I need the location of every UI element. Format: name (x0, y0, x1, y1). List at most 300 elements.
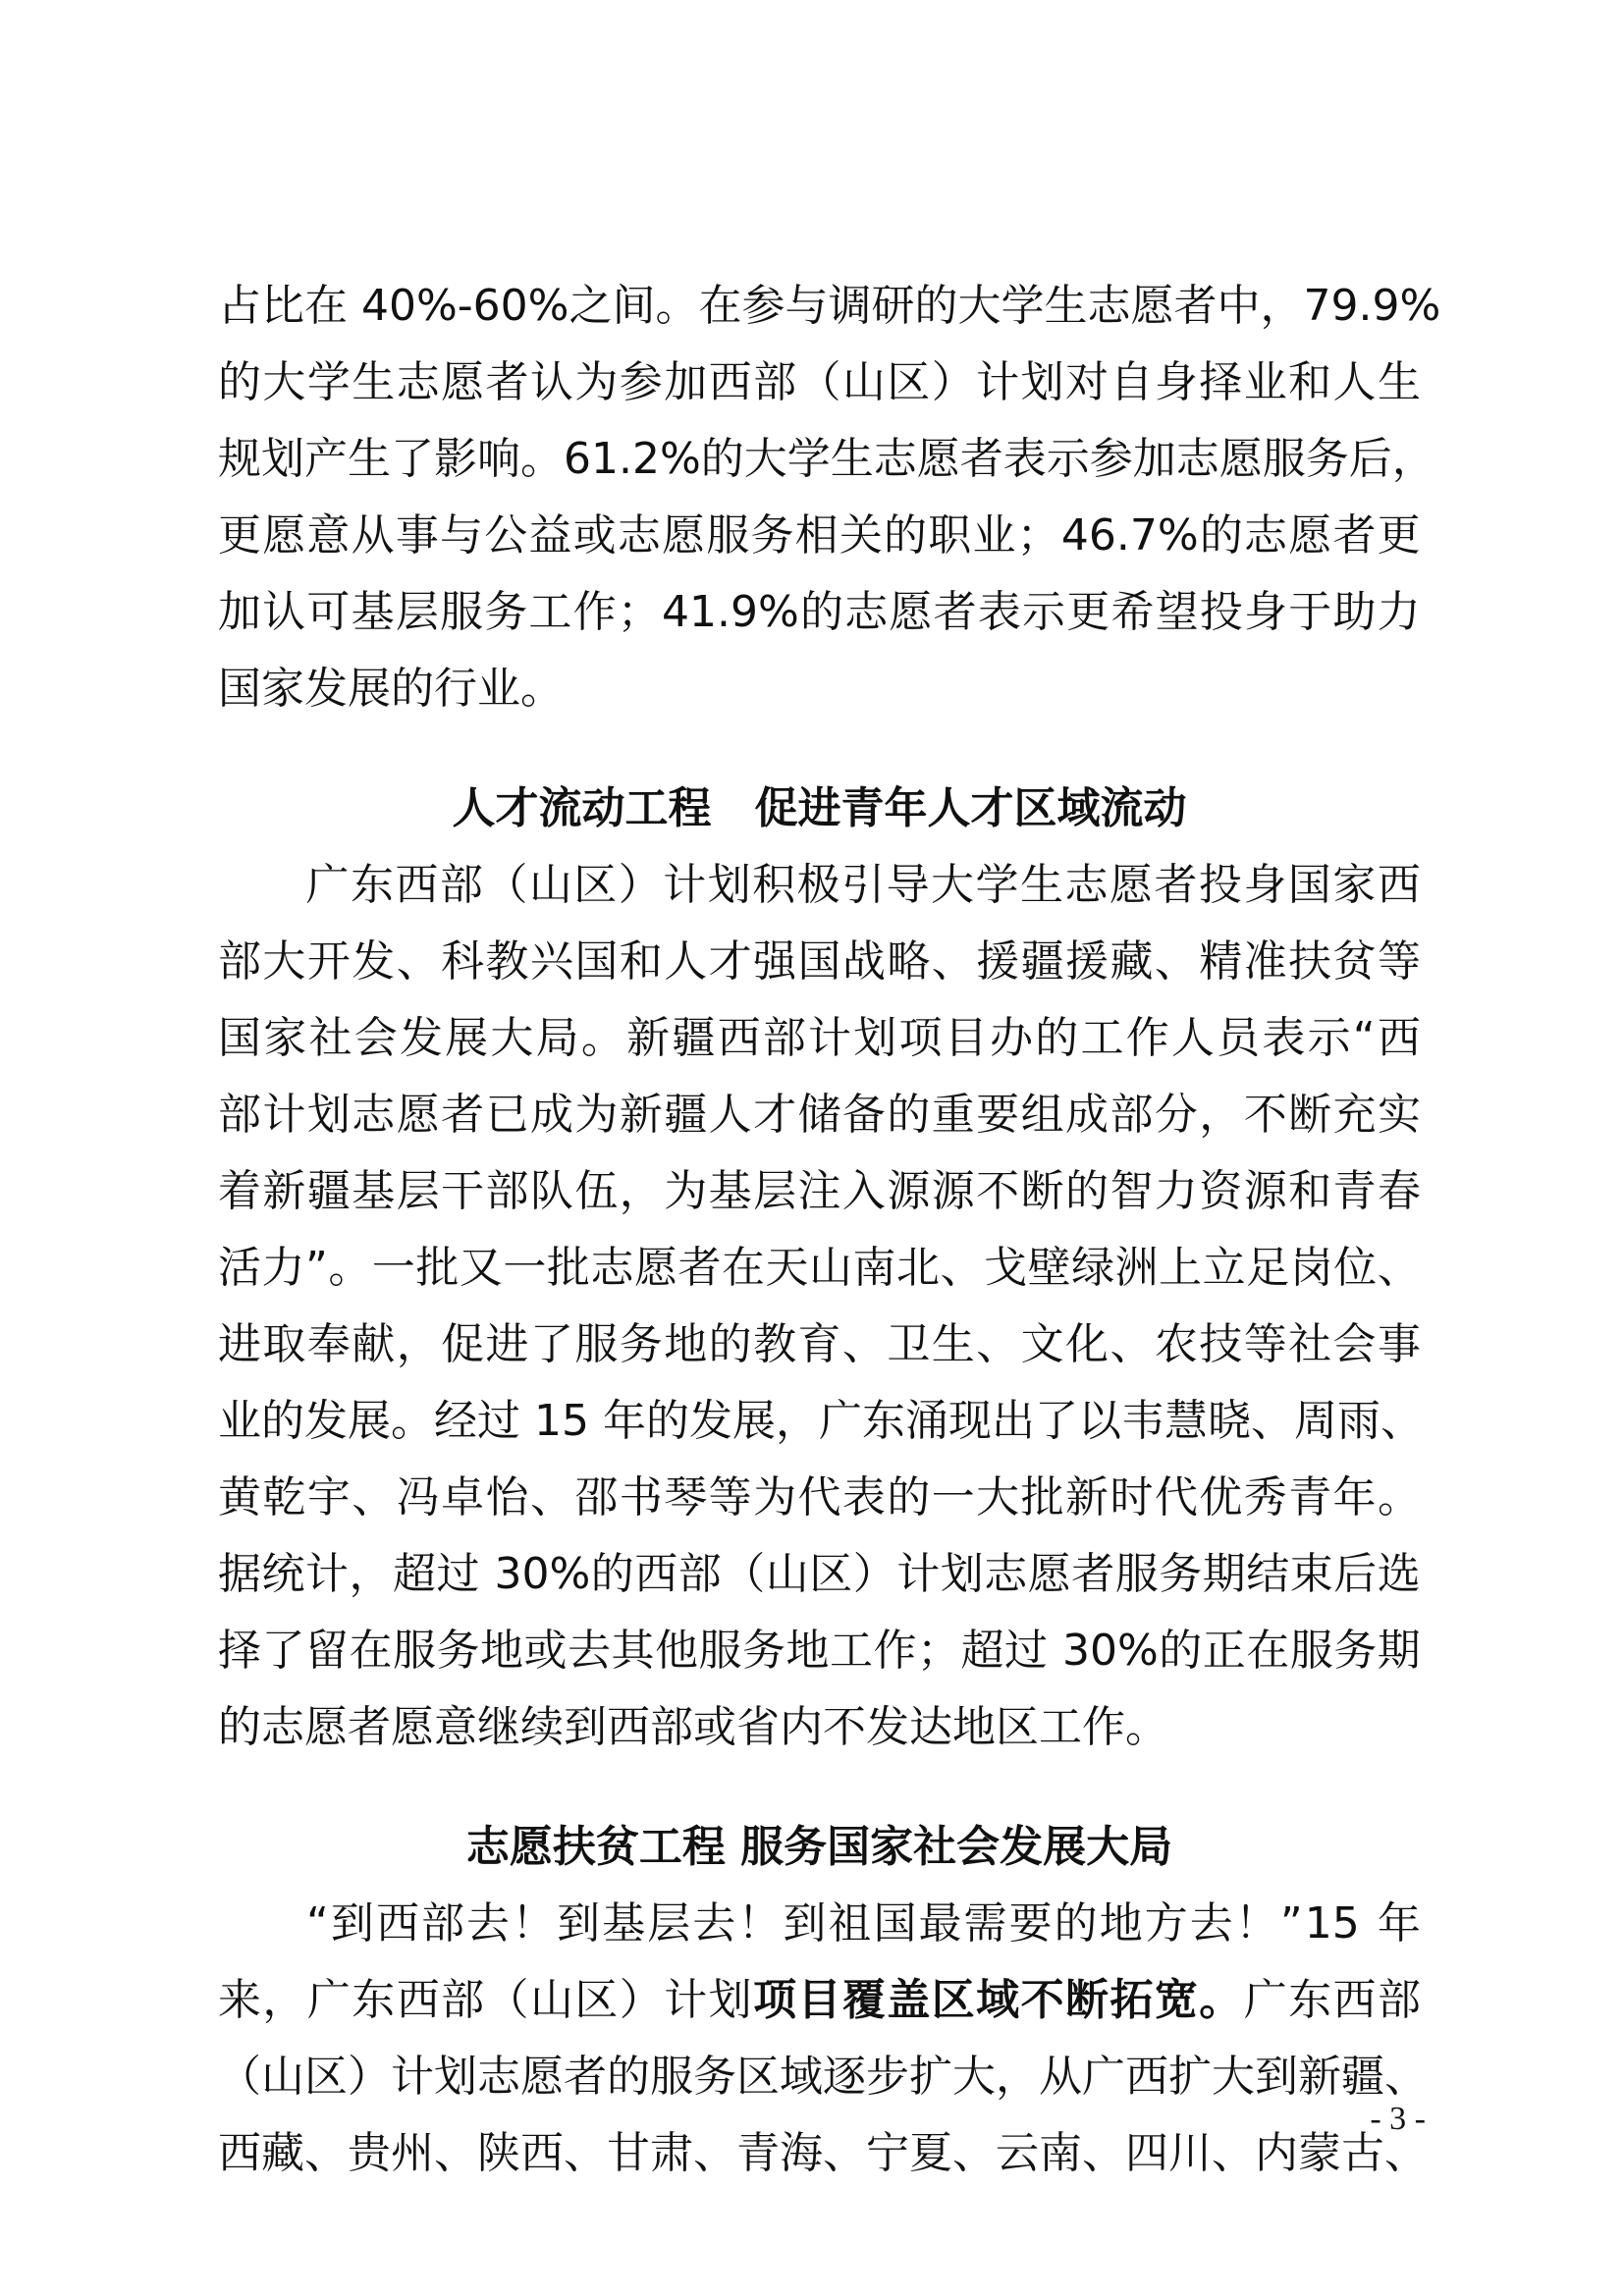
glyph (218, 848, 304, 923)
glyph: 15 (534, 1396, 589, 1446)
glyph: 东 (352, 1975, 396, 2025)
glyph: 服 (1114, 1549, 1159, 1599)
glyph: 志 (590, 1243, 634, 1293)
glyph: ； (917, 1626, 960, 1676)
glyph: 其 (611, 1626, 655, 1676)
glyph: 促 (441, 1319, 485, 1369)
glyph: 加 (664, 357, 708, 407)
glyph: 上 (1159, 1243, 1203, 1293)
glyph: 务 (750, 510, 794, 561)
glyph: 怡 (485, 1472, 529, 1522)
glyph: 的 (590, 1549, 634, 1599)
glyph: 志 (1064, 860, 1109, 910)
glyph: 为 (574, 357, 619, 407)
glyph: 影 (434, 434, 477, 484)
glyph: 教 (485, 936, 529, 987)
glyph: 青 (736, 2128, 780, 2178)
glyph: 更 (1066, 587, 1110, 637)
glyph: 干 (441, 1166, 485, 1216)
glyph: 、 (304, 2128, 348, 2178)
glyph: 积 (752, 860, 796, 910)
glyph: 后 (1348, 434, 1392, 484)
glyph: ） (619, 1975, 663, 2025)
glyph: 或 (572, 510, 617, 561)
glyph: 划 (708, 1975, 752, 2025)
glyph: 计 (664, 1975, 708, 2025)
glyph: 充 (1332, 1090, 1377, 1140)
glyph: 结 (1246, 1549, 1290, 1599)
glyph: 蒙 (1298, 2128, 1341, 2178)
glyph: 于 (1288, 587, 1332, 637)
glyph: 目 (944, 1013, 988, 1063)
glyph: 疆 (1020, 936, 1064, 987)
glyph: 学 (786, 434, 831, 484)
glyph: ！ (1234, 1898, 1278, 1949)
glyph: 示 (1307, 1013, 1351, 1063)
glyph: 扩 (1168, 2052, 1212, 2102)
glyph: 公 (484, 510, 528, 561)
glyph: 学 (975, 860, 1019, 910)
glyph: 志 (477, 2052, 520, 2102)
glyph: 卫 (887, 1319, 931, 1369)
glyph: 作 (1125, 1013, 1169, 1063)
glyph: 区 (809, 1549, 853, 1599)
glyph: 愿 (889, 587, 933, 637)
section-heading: 人才流动工程 促进青年人才区域流动 (452, 783, 1187, 833)
glyph: 冯 (396, 1472, 440, 1522)
glyph: 正 (1202, 1626, 1246, 1676)
glyph: 规 (218, 434, 261, 484)
glyph: 山 (528, 860, 572, 910)
glyph: 为 (753, 1472, 797, 1522)
glyph: 大 (931, 860, 975, 910)
glyph: 西 (396, 1975, 440, 2025)
glyph: 壁 (1027, 1243, 1071, 1293)
glyph: 的 (887, 1472, 931, 1522)
glyph: 去 (568, 1626, 611, 1676)
glyph: 位 (1333, 1243, 1378, 1293)
glyph: 投 (1199, 587, 1243, 637)
glyph: 和 (619, 936, 663, 987)
glyph: 雨 (1337, 1396, 1380, 1446)
glyph: 部 (677, 1549, 722, 1599)
glyph: 去 (466, 1898, 511, 1949)
glyph: 愿 (520, 2052, 564, 2102)
glyph: 代 (1154, 1472, 1198, 1522)
glyph: 化 (1065, 1319, 1110, 1369)
glyph: 区 (574, 1975, 619, 2025)
glyph: 部 (439, 860, 483, 910)
glyph: 藏 (261, 2128, 304, 2178)
glyph: 青 (1332, 1166, 1377, 1216)
glyph: ， (1199, 1090, 1243, 1140)
glyph: 新 (626, 1013, 671, 1063)
glyph: 身 (1244, 587, 1288, 637)
glyph: 一 (931, 1472, 975, 1522)
glyph: 卓 (441, 1472, 485, 1522)
glyph: ， (396, 1319, 440, 1369)
glyph: 广 (1082, 2052, 1125, 2102)
glyph: 在 (721, 1243, 765, 1293)
glyph: 服 (650, 2052, 693, 2102)
glyph: 业 (1243, 357, 1287, 407)
glyph: 队 (529, 1166, 573, 1216)
glyph: 源 (931, 1166, 975, 1216)
glyph: 、 (976, 1319, 1020, 1369)
glyph: 韦 (1121, 1396, 1164, 1446)
glyph: 山 (841, 357, 886, 407)
glyph: “ (1352, 1013, 1376, 1063)
glyph: 云 (996, 2128, 1039, 2178)
glyph: 表 (1262, 1013, 1306, 1063)
glyph: 者 (441, 1090, 485, 1140)
glyph: 疆 (1341, 2052, 1384, 2102)
paragraph-line (218, 499, 1421, 573)
glyph: 的 (884, 510, 928, 561)
glyph: 的 (607, 2052, 650, 2102)
glyph: 划 (434, 2052, 477, 2102)
glyph: 41.9% (662, 587, 799, 637)
glyph: 年 (1332, 1472, 1377, 1522)
glyph: 者 (564, 2052, 607, 2102)
glyph: 计 (262, 1090, 306, 1140)
glyph: 、 (529, 1472, 573, 1522)
glyph: 从 (351, 510, 395, 561)
glyph: 批 (415, 1243, 460, 1293)
paragraph-line (218, 1887, 1421, 1961)
glyph: 务 (436, 1626, 480, 1676)
glyph: 断 (1288, 1090, 1332, 1140)
glyph: 生 (348, 434, 391, 484)
glyph: 志 (984, 1549, 1028, 1599)
glyph: 州 (391, 2128, 434, 2178)
glyph: 部 (1110, 1090, 1154, 1140)
glyph: （ (722, 1549, 766, 1599)
glyph: 农 (1154, 1319, 1198, 1369)
glyph: 目 (797, 1975, 841, 2025)
glyph: 学 (306, 357, 351, 407)
glyph: ！ (737, 1898, 782, 1949)
glyph: 研 (871, 281, 915, 331)
glyph: 业 (972, 510, 1016, 561)
glyph: 愿 (1218, 434, 1263, 484)
glyph: 南 (852, 1243, 896, 1293)
glyph: ！ (512, 1898, 556, 1949)
glyph: 者 (1332, 510, 1377, 561)
glyph: 育 (797, 1319, 841, 1369)
glyph: 优 (1199, 1472, 1243, 1522)
glyph: 新 (1065, 1472, 1110, 1522)
glyph: 服 (440, 587, 484, 637)
glyph: 务 (742, 1626, 785, 1676)
glyph: 志 (1087, 281, 1131, 331)
glyph: 认 (262, 587, 306, 637)
paragraph-line (218, 269, 1441, 344)
glyph: 愿 (1130, 281, 1174, 331)
glyph: 身 (1154, 357, 1198, 407)
glyph: 参 (619, 357, 663, 407)
glyph: 、 (564, 2128, 607, 2178)
glyph: 新 (1298, 2052, 1341, 2102)
glyph: 对 (1065, 357, 1110, 407)
glyph: 事 (1377, 1319, 1421, 1369)
glyph: 社 (1288, 1319, 1332, 1369)
glyph: 工 (528, 587, 572, 637)
glyph: 务 (1305, 434, 1349, 484)
glyph: 区 (736, 2052, 780, 2102)
glyph: 需 (963, 1898, 1007, 1949)
glyph: 又 (459, 1243, 503, 1293)
glyph: ， (776, 1396, 819, 1446)
glyph: 过 (436, 1549, 480, 1599)
glyph: 进 (485, 1319, 529, 1369)
glyph: 地 (664, 1319, 708, 1369)
glyph: 职 (928, 510, 972, 561)
glyph: 志 (844, 587, 889, 637)
glyph: 源 (1243, 1166, 1287, 1216)
paragraph-line (218, 346, 1421, 420)
section-heading: 志愿扶贫工程 服务国家社会发展大局 (465, 1822, 1173, 1872)
glyph: 时 (1110, 1472, 1154, 1522)
glyph: 基 (351, 587, 395, 637)
glyph: 希 (1110, 587, 1155, 637)
glyph: 四 (1125, 2128, 1168, 2178)
glyph: 服 (1289, 1626, 1333, 1676)
glyph: 占 (218, 281, 261, 331)
glyph: ， (262, 1975, 306, 2025)
glyph: 年 (603, 1396, 646, 1446)
glyph: 愿 (633, 1243, 677, 1293)
paragraph-line (218, 1461, 1421, 1535)
glyph: 表 (1002, 434, 1047, 484)
glyph: ； (617, 587, 661, 637)
glyph: 春 (1377, 1166, 1421, 1216)
glyph: 为 (664, 1166, 708, 1216)
glyph: 项 (898, 1013, 943, 1063)
glyph: 愿 (916, 434, 960, 484)
glyph: 黄 (218, 1472, 261, 1522)
glyph: 不 (1243, 1090, 1287, 1140)
glyph: 志 (873, 434, 917, 484)
glyph: 藏 (1110, 936, 1154, 987)
glyph: 人 (1170, 1013, 1215, 1063)
glyph: 生 (1044, 281, 1088, 331)
glyph: 逐 (823, 2052, 866, 2102)
glyph: 基 (602, 1898, 646, 1949)
glyph: 入 (841, 1166, 886, 1216)
glyph: ， (1260, 281, 1304, 331)
glyph: 域 (780, 2052, 823, 2102)
glyph: 自 (1110, 357, 1154, 407)
glyph: 出 (992, 1396, 1035, 1446)
glyph: 年 (1377, 1898, 1421, 1949)
glyph: 疆 (664, 1090, 708, 1140)
glyph: 示 (1022, 587, 1066, 637)
glyph: 西 (520, 2128, 564, 2178)
glyph: 员 (1217, 1013, 1261, 1063)
glyph: 参 (741, 281, 785, 331)
glyph: 望 (1155, 587, 1199, 637)
glyph: 他 (655, 1626, 698, 1676)
glyph: 贵 (348, 2128, 391, 2178)
glyph: 部 (218, 1090, 261, 1140)
glyph: 人 (1332, 357, 1377, 407)
glyph: 务 (619, 1319, 663, 1369)
glyph: 组 (1020, 1090, 1064, 1140)
glyph: ” (305, 1243, 328, 1293)
page-number: - 3 - (1370, 2101, 1426, 2137)
glyph: 的 (646, 1396, 689, 1446)
glyph: 过 (1004, 1626, 1048, 1676)
glyph: 志 (617, 510, 661, 561)
glyph: （ (218, 2052, 261, 2102)
paragraph-line (218, 1384, 1424, 1459)
glyph: 备 (841, 1090, 886, 1140)
glyph: 大 (1212, 2052, 1255, 2102)
glyph: 工 (830, 1626, 873, 1676)
glyph: ） (852, 1549, 896, 1599)
glyph: 实 (1377, 1090, 1421, 1140)
glyph: 志 (1244, 510, 1288, 561)
glyph: 、 (940, 1243, 984, 1293)
glyph: 山 (261, 2052, 304, 2102)
glyph: 务 (693, 2052, 736, 2102)
glyph: 服 (698, 1626, 742, 1676)
glyph: 的 (800, 587, 844, 637)
glyph: ） (931, 357, 975, 407)
glyph: 地 (480, 1626, 523, 1676)
glyph: 南 (1039, 2128, 1082, 2178)
glyph: 着 (218, 1166, 261, 1216)
glyph: 准 (1243, 936, 1287, 987)
glyph: 乾 (262, 1472, 306, 1522)
glyph: 的 (218, 357, 261, 407)
glyph: 晓 (1208, 1396, 1251, 1446)
glyph: 、 (1380, 1396, 1424, 1446)
glyph: 家 (263, 1013, 307, 1063)
glyph: 等 (1377, 936, 1421, 987)
glyph: 广 (819, 1396, 862, 1446)
glyph: 宇 (306, 1472, 351, 1522)
glyph: 人 (708, 1090, 752, 1140)
glyph: 立 (1202, 1243, 1246, 1293)
glyph: 身 (1243, 860, 1287, 910)
paragraph-line (218, 1078, 1421, 1152)
glyph: 者 (1173, 281, 1218, 331)
glyph: 书 (619, 1472, 663, 1522)
glyph: 层 (647, 1898, 691, 1949)
glyph: 新 (619, 1090, 663, 1140)
glyph: 志 (352, 1090, 396, 1140)
glyph: 大 (262, 936, 306, 987)
glyph: 者 (677, 1243, 722, 1293)
glyph: 61.2% (564, 434, 701, 484)
glyph: 更 (1377, 510, 1421, 561)
glyph: ” (1279, 1898, 1303, 1949)
glyph: 的 (1159, 1626, 1203, 1676)
glyph: 家 (1332, 860, 1377, 910)
glyph: 援 (1065, 936, 1110, 987)
glyph: 、 (434, 2128, 477, 2178)
glyph: 活 (218, 1243, 261, 1293)
glyph: 调 (828, 281, 872, 331)
glyph: 大 (976, 1472, 1020, 1522)
glyph: 学 (1001, 281, 1045, 331)
glyph: 作 (572, 587, 617, 637)
glyph: 要 (1008, 1898, 1053, 1949)
glyph: 批 (546, 1243, 590, 1293)
glyph: 展 (348, 1396, 391, 1446)
glyph: 来 (218, 1975, 261, 2025)
glyph: 表 (841, 1472, 886, 1522)
glyph: 盖 (887, 1975, 931, 2025)
glyph: 东 (350, 860, 394, 910)
glyph: 区 (304, 2052, 348, 2102)
glyph: 生 (931, 1319, 975, 1369)
glyph: 相 (794, 510, 839, 561)
glyph: 肃 (650, 2128, 693, 2178)
glyph: 不 (976, 1166, 1020, 1216)
glyph: 志 (1175, 434, 1219, 484)
glyph: 响 (477, 434, 520, 484)
glyph: 。 (520, 434, 564, 484)
glyph: 生 (830, 434, 874, 484)
glyph: 从 (1039, 2052, 1082, 2102)
glyph: 期 (1377, 1626, 1421, 1676)
glyph: 、 (841, 1319, 886, 1369)
paragraph-line (218, 422, 1435, 497)
glyph: 内 (1255, 2128, 1298, 2178)
glyph: 、 (1384, 2128, 1428, 2178)
glyph: 一 (371, 1243, 415, 1293)
paragraph-line (218, 2040, 1428, 2114)
glyph: ） (348, 2052, 391, 2102)
glyph: 了 (1035, 1396, 1078, 1446)
glyph: 表 (977, 587, 1021, 637)
glyph: 者 (1071, 1549, 1115, 1599)
glyph: 兴 (529, 936, 573, 987)
glyph: 办 (989, 1013, 1033, 1063)
glyph: 极 (796, 860, 840, 910)
glyph: 和 (1288, 357, 1332, 407)
glyph: 工 (1080, 1013, 1124, 1063)
glyph: 古 (1341, 2128, 1384, 2178)
glyph: 了 (529, 1319, 573, 1369)
glyph: 生 (1019, 860, 1063, 910)
glyph: 山 (765, 1549, 809, 1599)
glyph: 一 (503, 1243, 547, 1293)
glyph: 拓 (1110, 1975, 1154, 2025)
glyph: 助 (1332, 587, 1377, 637)
glyph: 力 (1377, 587, 1421, 637)
glyph: 广 (305, 860, 350, 910)
glyph: 40%-60% (361, 281, 569, 331)
glyph: 愿 (396, 1090, 440, 1140)
glyph: 断 (1020, 1166, 1064, 1216)
glyph: 西 (708, 357, 752, 407)
glyph (1049, 1614, 1062, 1688)
glyph: 大 (490, 1013, 534, 1063)
glyph: 期 (1202, 1549, 1246, 1599)
paragraph-line: 国家发展的行业。 (218, 664, 564, 714)
glyph: 部 (762, 1013, 806, 1063)
glyph: 西 (1332, 1975, 1377, 2025)
glyph: 的 (1035, 1013, 1079, 1063)
glyph: 务 (484, 587, 528, 637)
glyph: 部 (420, 1898, 464, 1949)
glyph: 发 (352, 936, 396, 987)
glyph: 展 (732, 1396, 776, 1446)
